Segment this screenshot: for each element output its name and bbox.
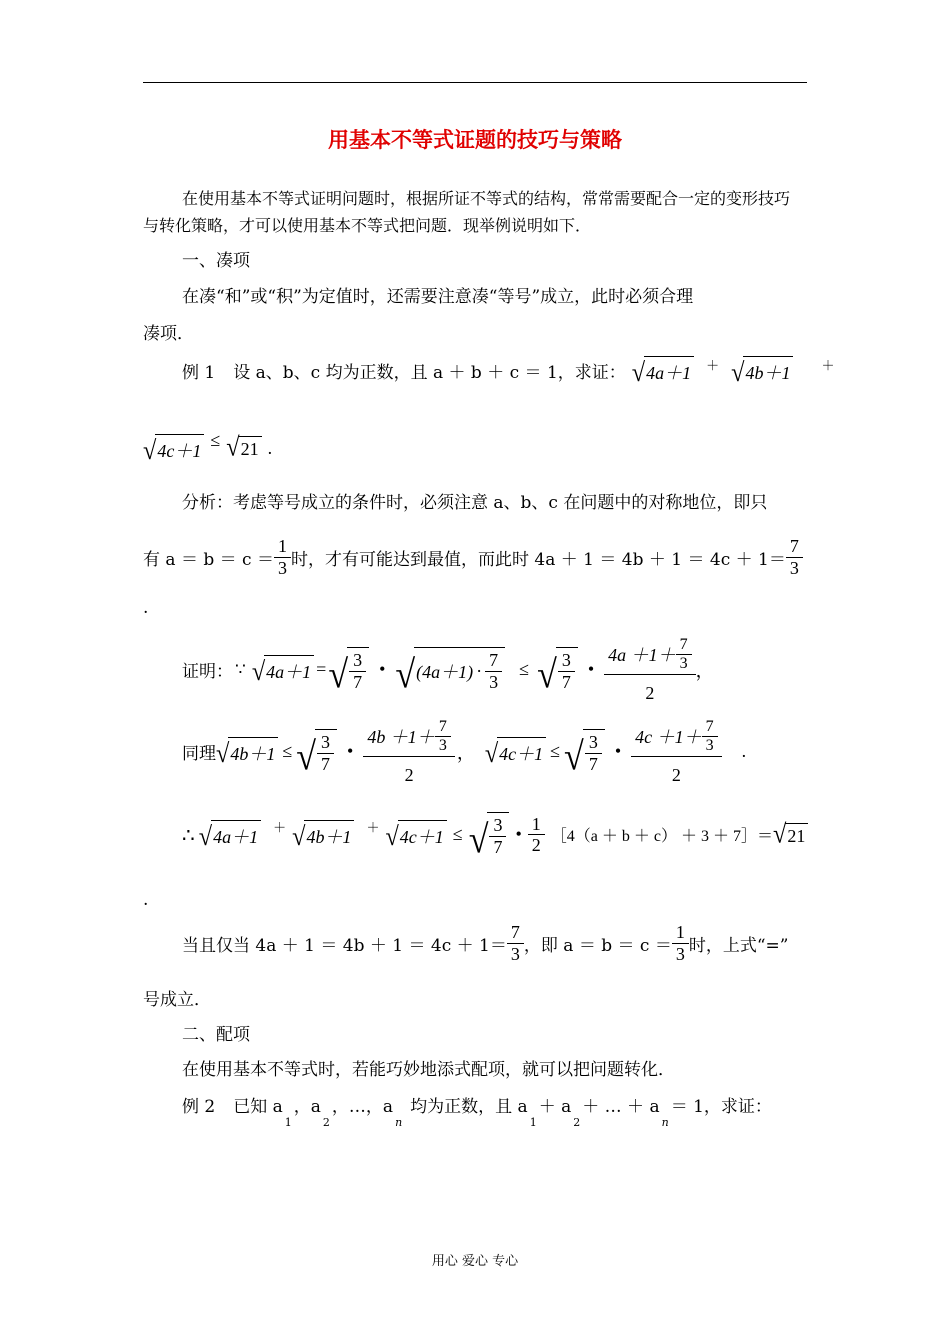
subscript: 1	[284, 1116, 292, 1129]
page-footer: 用心 爱心 专心	[431, 1254, 519, 1269]
example-2-text: ＝ 1，求证：	[670, 1097, 772, 1117]
fraction-1-3: $\frac{1}{3}$	[276, 536, 289, 578]
sqrt-4b-plus-1: √ 4b＋1	[731, 356, 793, 385]
example-1-label: 例 1	[182, 363, 216, 383]
subscript: 1	[529, 1116, 537, 1129]
sqrt-3-7: √ $\frac{3}{7}$	[328, 647, 369, 692]
bullet: •	[614, 741, 622, 762]
period: .	[741, 741, 747, 762]
fraction-amgm-a: 4a ＋1＋ $\frac{7}{3}$ 2	[606, 636, 694, 703]
plus-sign: ＋	[821, 358, 835, 373]
page-title: 用基本不等式证题的技巧与策略	[328, 127, 622, 152]
similarly-label: 同理	[182, 744, 216, 765]
sqrt-3-7: √ $\frac{3}{7}$	[537, 647, 578, 692]
proof-line-1	[182, 636, 714, 703]
proof-expression: √ 4a＋1 = √ $\frac{3}{7}$ • √ (4a＋1) · $\frac{7}{3}$ ≤ √ $\frac{3}{7}$ • 4a ＋1＋ $\frac{7}{3}$ 2 ，	[251, 636, 714, 703]
example-1-text: 设 a、b、c 均为正数，且 a ＋ b ＋ c ＝ 1，求证：	[233, 363, 626, 383]
fraction-7-3: $\frac{7}{3}$	[788, 536, 801, 578]
leq-sign: ≤	[282, 741, 293, 762]
fraction-amgm-b: 4b ＋1＋ $\frac{7}{3}$ 2	[365, 718, 453, 785]
radicand-4a: 4a＋1	[266, 662, 312, 683]
example-2-text: ＋ a	[538, 1097, 572, 1117]
analysis-line-2	[143, 536, 803, 578]
example-2-text: ，…，a	[331, 1097, 394, 1117]
equality-prefix: 当且仅当 4a ＋ 1 ＝ 4b ＋ 1 ＝ 4c ＋ 1＝	[182, 935, 507, 956]
leq-sign: ≤	[550, 741, 561, 762]
fraction-amgm-c: 4c ＋1＋ $\frac{7}{3}$ 2	[633, 718, 720, 785]
equality-line-1	[182, 922, 789, 964]
analysis-prefix: 有 a ＝ b ＝ c ＝	[143, 549, 274, 570]
comma: ，	[695, 660, 714, 681]
sqrt-product: √ (4a＋1) · $\frac{7}{3}$	[395, 647, 505, 692]
intro-line-2: 与转化策略，才可以使用基本不等式把问题．现举例说明如下．	[143, 216, 592, 235]
example-2-known: 已知 a	[233, 1097, 283, 1117]
fraction-1-3: $\frac{1}{3}$	[674, 922, 687, 964]
because-symbol: ∵	[235, 659, 246, 680]
subscript: 2	[322, 1116, 330, 1129]
example-2-text: 均为正数，且 a	[410, 1097, 528, 1117]
plus-sign: ＋	[706, 358, 720, 373]
example-2-line	[182, 1092, 772, 1129]
intro-line-1: 在使用基本不等式证明问题时，根据所证不等式的结构，常常需要配合一定的变形技巧	[182, 189, 791, 208]
subscript: n	[395, 1116, 403, 1129]
leq-sign: ≤	[210, 430, 221, 450]
radicand-4b: 4b＋1	[745, 363, 791, 383]
radicand-4c: 4c＋1	[157, 441, 202, 461]
leq-sign: ≤	[452, 824, 463, 845]
analysis-middle: 时，才有可能达到最值，而此时 4a ＋ 1 ＝ 4b ＋ 1 ＝ 4c ＋ 1＝	[290, 549, 786, 570]
radicand-4c: 4c＋1	[499, 744, 544, 765]
section-1-para-line-2: 凑项．	[143, 324, 194, 344]
period: .	[267, 438, 273, 458]
radicand-4b: 4b＋1	[230, 744, 276, 765]
bracket-expression: ［4（a ＋ b ＋ c） ＋ 3 ＋ 7］＝	[550, 828, 773, 846]
fraction-7-3: $\frac{7}{3}$	[509, 922, 522, 964]
bullet: •	[515, 824, 522, 845]
equality-mid: ，即 a ＝ b ＝ c ＝	[523, 935, 672, 956]
analysis-line-1: 分析：考虑等号成立的条件时，必须注意 a、b、c 在问题中的对称地位，即只	[182, 493, 768, 513]
section-1-heading: 一、凑项	[182, 251, 250, 271]
section-1-para-line-1: 在凑“和”或“积”为定值时，还需要注意凑“等号”成立，此时必须合理	[182, 287, 694, 307]
proof-label: 证明：	[182, 662, 233, 683]
leq-sign: ≤	[519, 659, 530, 680]
proof-dot: .	[143, 890, 149, 910]
example-1-expr	[631, 356, 835, 388]
example-2-text: ＋ … ＋ a	[582, 1097, 660, 1117]
example-1-line	[182, 356, 835, 388]
section-2-heading: 二、配项	[182, 1025, 250, 1045]
example-2-text: ，a	[293, 1097, 321, 1117]
subscript: n	[661, 1116, 669, 1129]
proof-line-3	[182, 812, 808, 862]
proof-line-2	[182, 718, 746, 785]
example-1-line-2	[143, 430, 273, 466]
bullet: •	[379, 659, 386, 680]
equality-suffix: 时，上式“=”	[688, 935, 789, 956]
sqrt-4a-plus-1: √ 4a＋1	[632, 356, 694, 385]
radicand-4a: 4a＋1	[646, 363, 692, 383]
equals-sign: =	[316, 659, 327, 680]
header-rule	[143, 82, 807, 83]
proof-sum-expression: √ 4a＋1 ＋ √ 4b＋1 ＋ √ 4c＋1 ≤ √ $\frac{3}{7}$ • $\frac{1}{2}$ ［4（a ＋ b ＋ c） ＋ 3 ＋ 7］＝ √ 21	[199, 812, 809, 857]
analysis-dot: .	[143, 598, 149, 618]
proof-line-2-expression: √ 4b＋1 ≤ √ $\frac{3}{7}$ • 4b ＋1＋ $\frac{7}{3}$ 2 ， √ 4c＋1 ≤ √ $\frac{3}{7}$ • 4c ＋1＋ $\frac{7}{3}$ 2 .	[216, 718, 747, 785]
comma: ，	[456, 742, 475, 763]
sqrt-4c-plus-1: √ 4c＋1	[143, 434, 204, 463]
equality-line-2: 号成立．	[143, 990, 211, 1010]
example-2-label: 例 2	[182, 1097, 216, 1117]
sqrt-21: √ 21	[226, 436, 261, 460]
bullet: •	[587, 659, 595, 680]
bullet: •	[347, 741, 354, 762]
therefore-symbol: ∴	[182, 822, 195, 847]
subscript: 2	[573, 1116, 581, 1129]
section-2-para: 在使用基本不等式时，若能巧妙地添式配项，就可以把问题转化．	[182, 1060, 675, 1080]
